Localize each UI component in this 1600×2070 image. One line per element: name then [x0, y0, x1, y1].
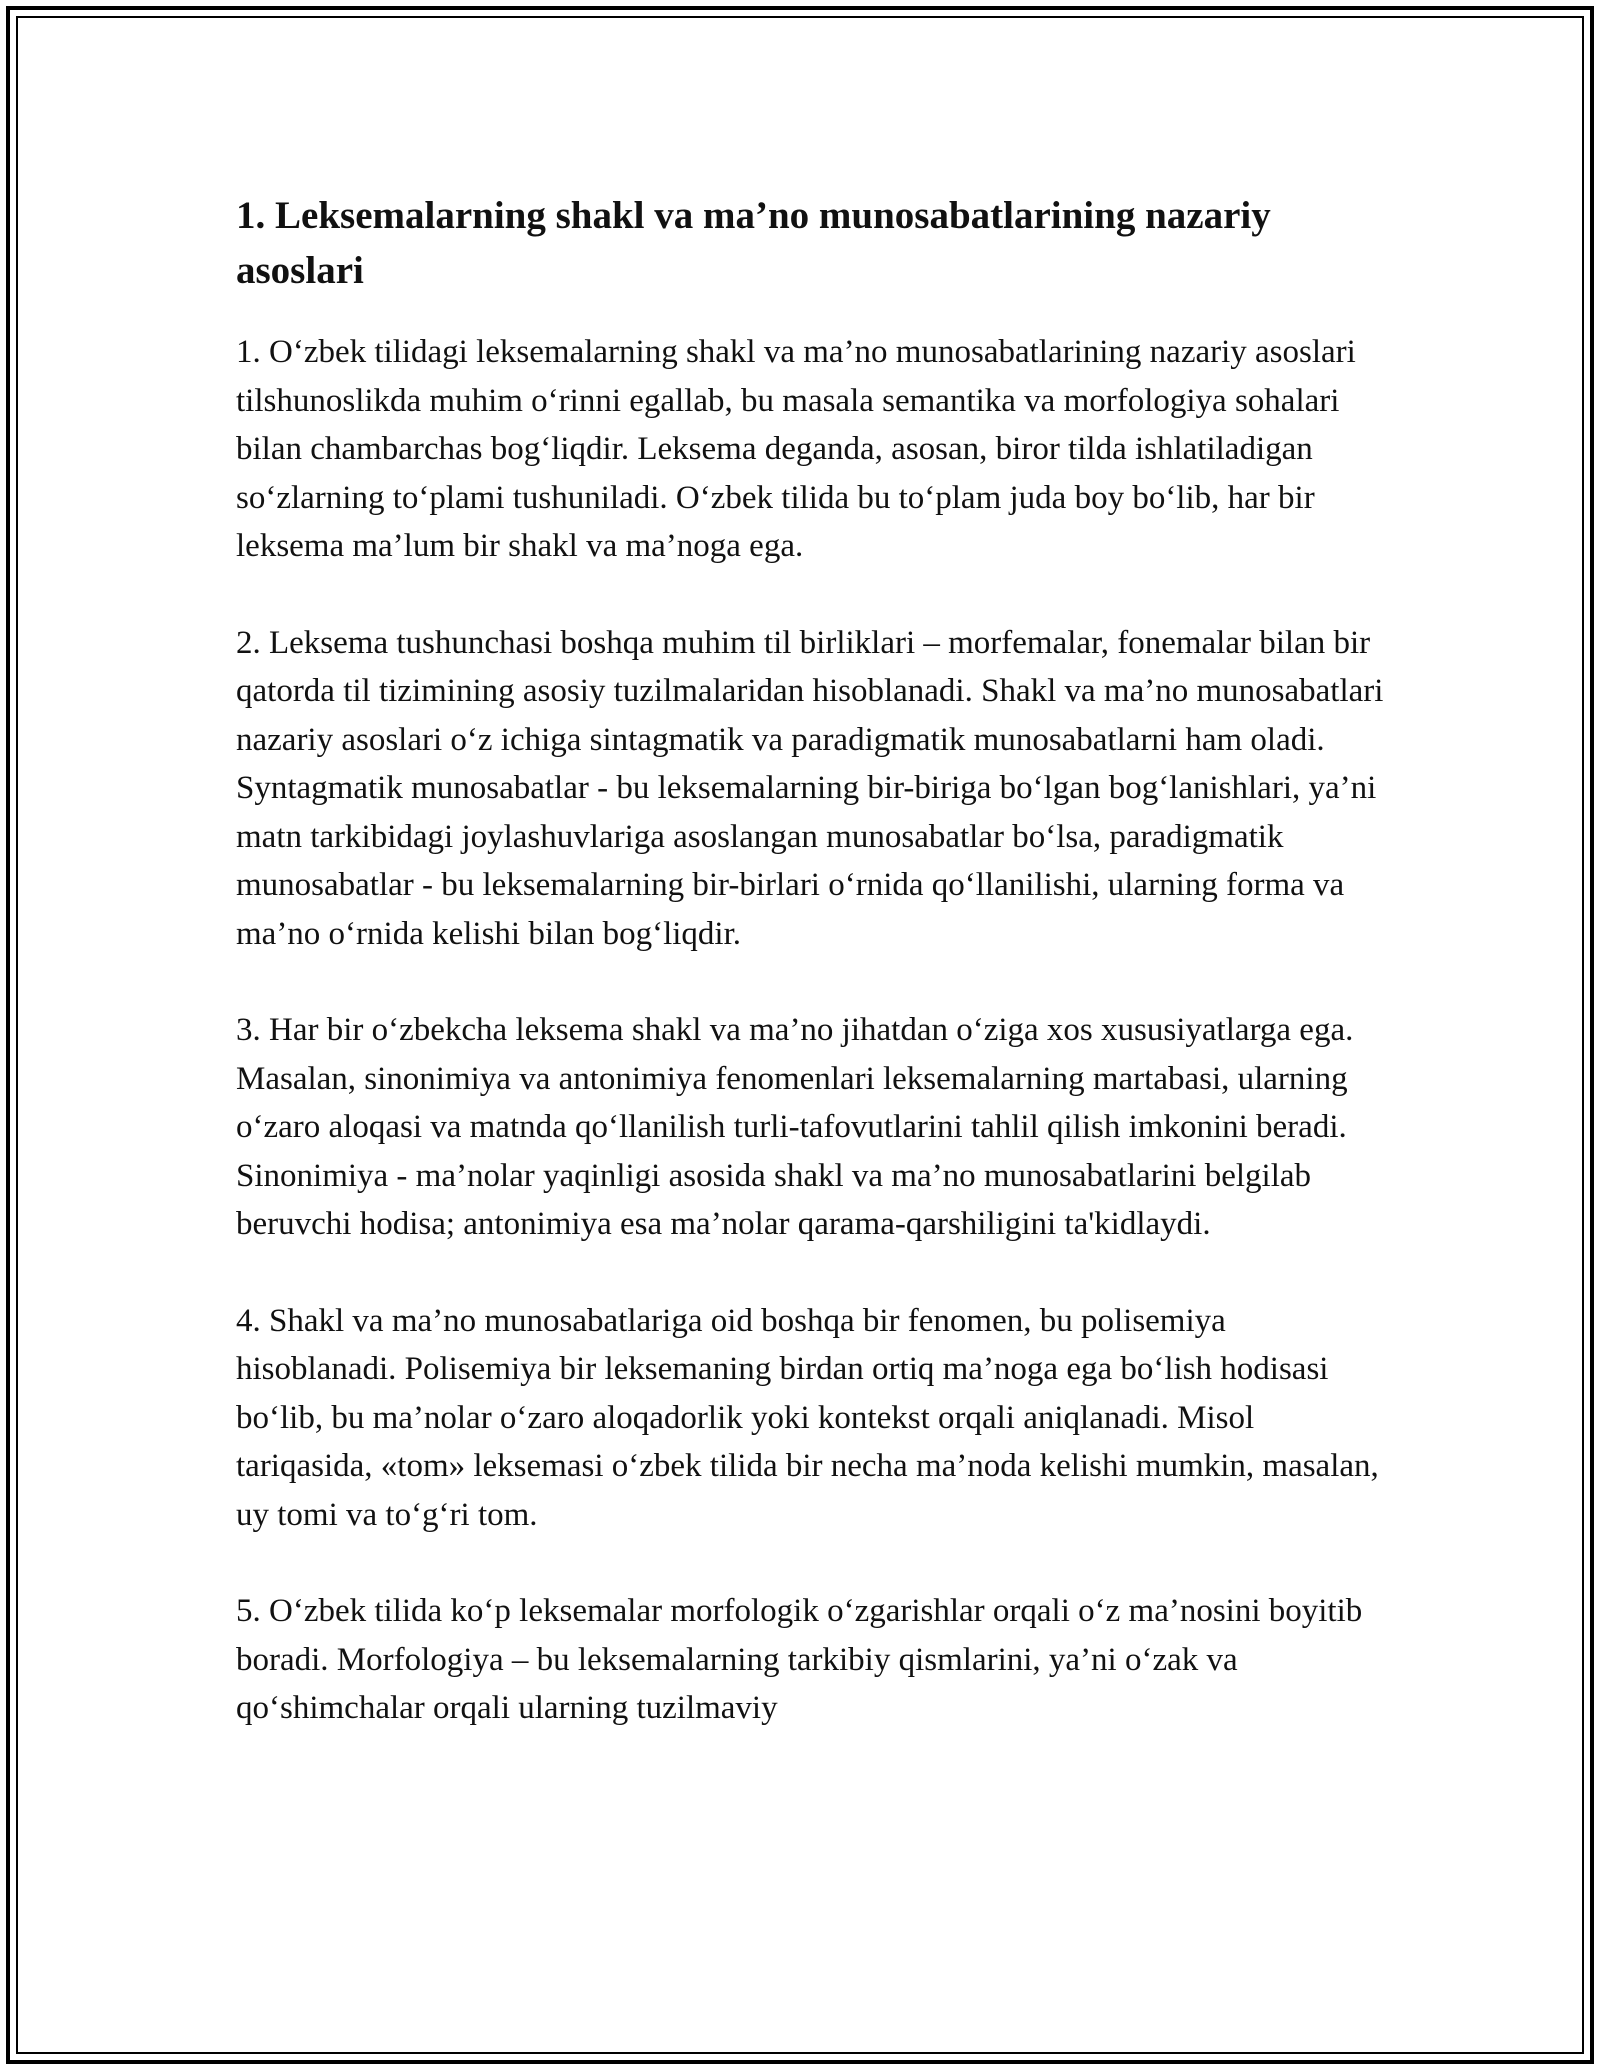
paragraph-3: 3. Har bir o‘zbekcha leksema shakl va ma’no jihatdan o‘ziga xos xususiyatlarga ega. Masalan, sinonimiya va antonimiya fenomenlari leksemalarning martabasi, ularning o‘zaro aloqasi va matnda qo‘llanilish turli-tafovutlarini tahlil qilish imkonini beradi. Sinonimiya - ma’nolar yaqinligi asosida shakl va ma’no munosabatlarini belgilab beruvchi hodisa; antonimiya esa ma’nolar qarama-qarshiligini ta'kidlaydi.: [236, 1012, 1354, 1242]
paragraph-2: 2. Leksema tushunchasi boshqa muhim til birliklari – morfemalar, fonemalar bilan bir qatorda til tizimining asosiy tuzilmalaridan hisoblanadi. Shakl va ma’no munosabatlari nazariy asoslari o‘z ichiga sintagmatik va paradigmatik munosabatlarni ham oladi. Syntagmatik munosabatlar - bu leksemalarning bir-biriga bo‘lgan bog‘lanishlari, ya’ni matn tarkibidagi joylashuvlariga asoslangan munosabatlar bo‘lsa, paradigmatik munosabatlar - bu leksemalarning bir-birlari o‘rnida qo‘llanilishi, ularning forma va ma’no o‘rnida kelishi bilan bog‘liqdir.: [236, 624, 1384, 952]
paragraph-4: 4. Shakl va ma’no munosabatlariga oid boshqa bir fenomen, bu polisemiya hisoblanadi. Polisemiya bir leksemaning birdan ortiq ma’noga ega bo‘lish hodisasi bo‘lib, bu ma’nolar o‘zaro aloqadorlik yoki kontekst orqali aniqlanadi. Misol tariqasida, «tom» leksemasi o‘zbek tilida bir necha ma’noda kelishi mumkin, masalan, uy tomi va to‘g‘ri tom.: [236, 1302, 1379, 1533]
document-body: [236, 188, 1386, 1781]
section-title: 1. Leksemalarning shakl va ma’no munosabatlarining nazariy asoslari: [236, 194, 1271, 292]
paragraph-1: 1. O‘zbek tilidagi leksemalarning shakl va ma’no munosabatlarining nazariy asoslari tilshunoslikda muhim o‘rinni egallab, bu masala semantika va morfologiya sohalari bilan chambarchas bog‘liqdir. Leksema deganda, asosan, biror tilda ishlatiladigan so‘zlarning to‘plami tushuniladi. O‘zbek tilida bu to‘plam juda boy bo‘lib, har bir leksema ma’lum bir shakl va ma’noga ega.: [236, 334, 1356, 564]
paragraph-5: 5. O‘zbek tilida ko‘p leksemalar morfologik o‘zgarishlar orqali o‘z ma’nosini boyitib boradi. Morfologiya – bu leksemalarning tarkibiy qismlarini, ya’ni o‘zak va qo‘shimchalar orqali ularning tuzilmaviy: [236, 1593, 1363, 1726]
